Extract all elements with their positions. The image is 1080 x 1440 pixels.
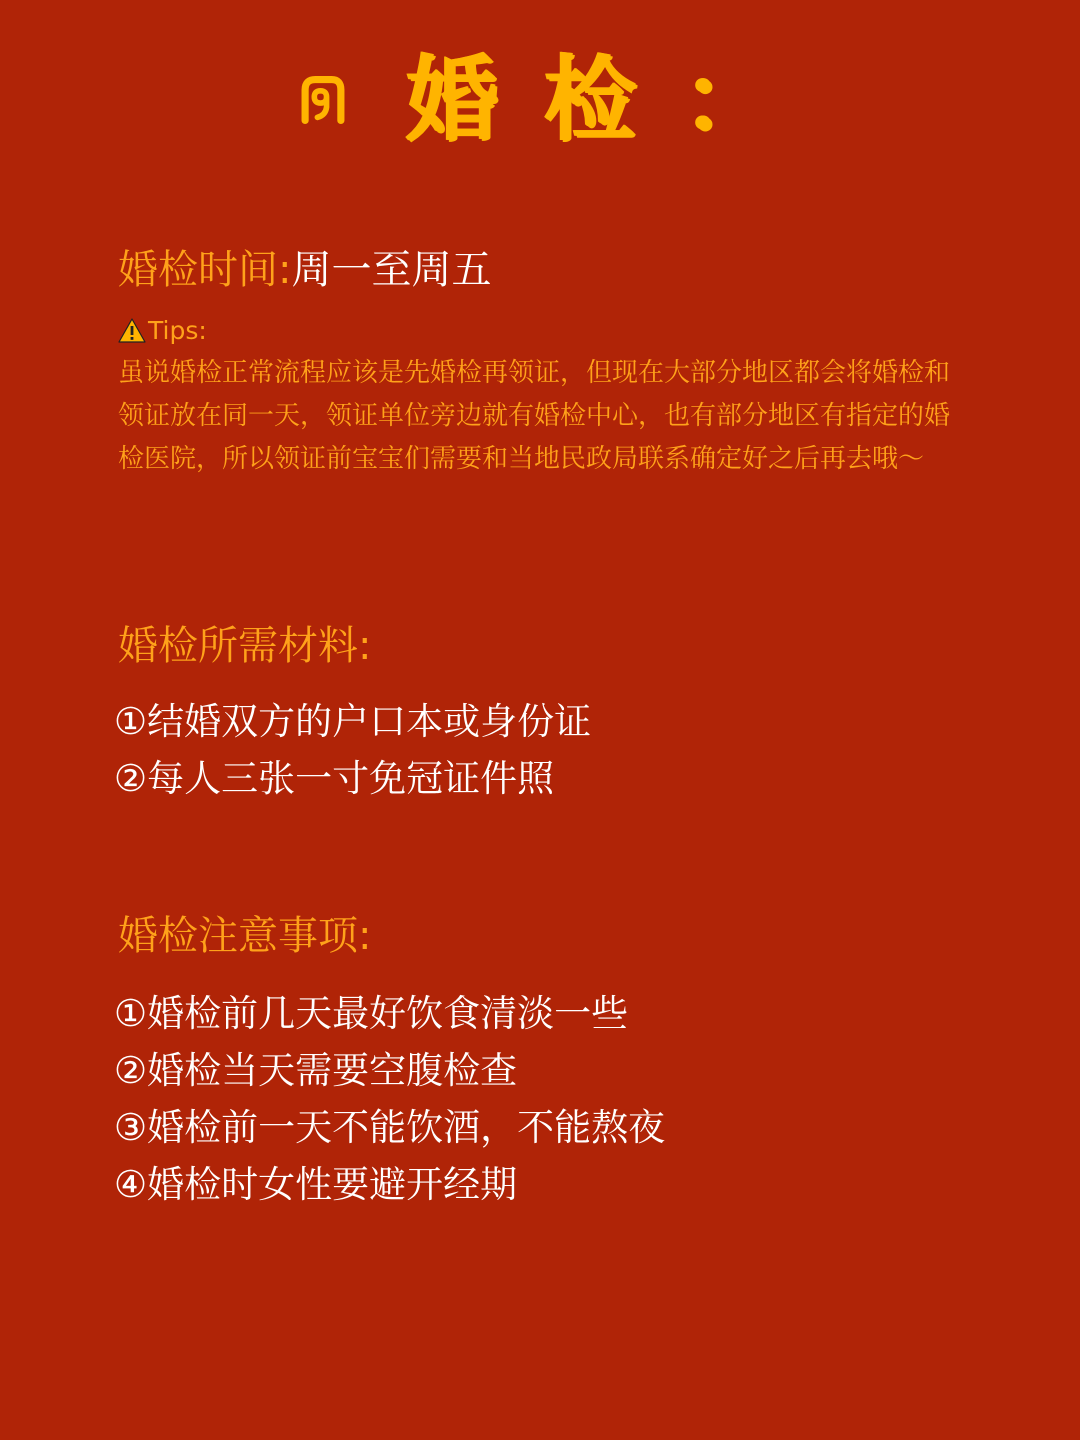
- list-item: ①结婚双方的户口本或身份证: [114, 700, 592, 743]
- page-title-row: [300, 40, 820, 160]
- notes-heading: 婚检注意事项:: [118, 913, 372, 959]
- list-item: ④婚检时女性要避开经期: [114, 1163, 518, 1206]
- tips-label: Tips:: [148, 316, 207, 345]
- page-title: 婚检：: [405, 46, 820, 153]
- warning-icon: [118, 318, 146, 344]
- list-item: ②婚检当天需要空腹检查: [114, 1049, 518, 1092]
- tips-body: 虽说婚检正常流程应该是先婚检再领证，但现在大部分地区都会将婚检和领证放在同一天，领证单位旁边就有婚检中心，也有部分地区有指定的婚检医院，所以领证前宝宝们需要和当地民政局联系确定好之后再去哦～: [118, 358, 951, 474]
- decorative-glyph-icon: [300, 50, 346, 150]
- tips-label-row: [118, 316, 207, 345]
- materials-list: [114, 693, 591, 807]
- list-item: ①婚检前几天最好饮食清淡一些: [114, 992, 629, 1035]
- list-item: ②每人三张一寸免冠证件照: [114, 757, 555, 800]
- time-heading: [118, 247, 492, 293]
- time-value: 周一至周五: [291, 247, 492, 293]
- notes-list: [114, 985, 665, 1213]
- list-item: ③婚检前一天不能饮酒，不能熬夜: [114, 1106, 666, 1149]
- materials-heading: 婚检所需材料:: [118, 623, 372, 669]
- time-label: 婚检时间:: [118, 247, 292, 293]
